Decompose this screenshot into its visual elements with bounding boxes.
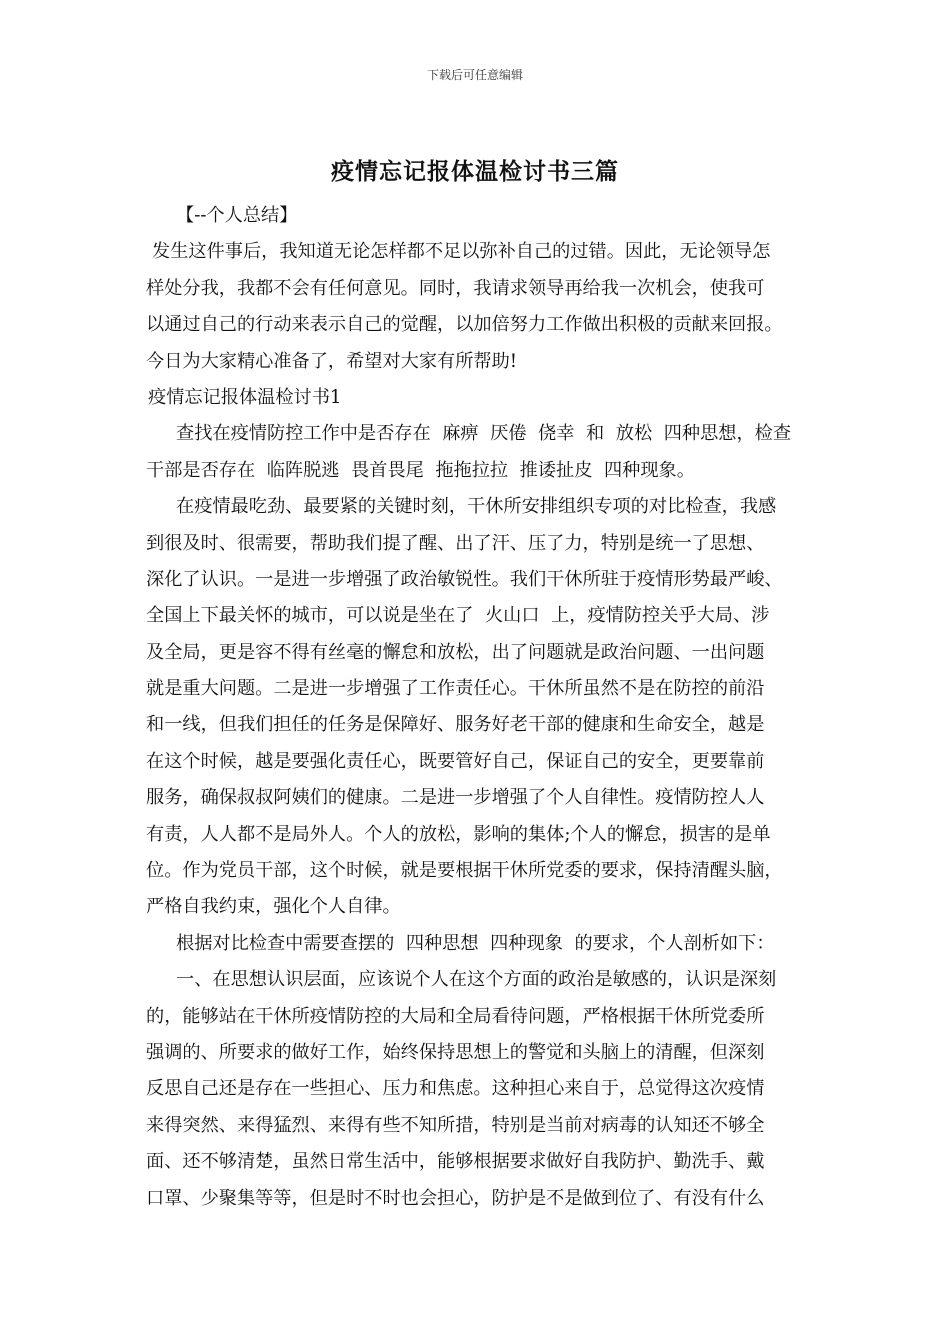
- paragraph-line: 和一线，但我们担任的任务是保障好、服务好老干部的健康和生命安全，越是: [146, 714, 765, 736]
- paragraph-line: 就是重大问题。二是进一步增强了工作责任心。干休所虽然不是在防控的前沿: [146, 678, 765, 700]
- paragraph-line: 的，能够站在干休所疫情防控的大局和全局看待问题，严格根据干休所党委所: [146, 1005, 765, 1027]
- paragraph-line: 来得突然、来得猛烈、来得有些不知所措，特别是当前对病毒的认知还不够全: [146, 1114, 765, 1136]
- paragraph-line: 服务，确保叔叔阿姨们的健康。二是进一步增强了个人自律性。疫情防控人人: [146, 787, 765, 809]
- paragraph-line: 口罩、少聚集等等，但是时不时也会担心，防护是不是做到位了、有没有什么: [146, 1187, 765, 1209]
- paragraph-line: 干部是否存在 临阵脱逃 畏首畏尾 拖拖拉拉 推诿扯皮 四种现象。: [146, 459, 695, 481]
- paragraph-line: 面、还不够清楚，虽然日常生活中，能够根据要求做好自我防护、勤洗手、戴: [146, 1151, 765, 1173]
- paragraph-line: 在这个时候，越是要强化责任心，既要管好自己，保证自己的安全，更要靠前: [146, 750, 765, 772]
- paragraph-line: 到很及时、很需要，帮助我们提了醒、出了汗、压了力，特别是统一了思想、: [146, 532, 765, 554]
- subsection-heading: 疫情忘记报体温检讨书1: [148, 386, 342, 408]
- paragraph-line: 严格自我约束，强化个人自律。: [146, 896, 401, 918]
- document-body: [146, 198, 818, 1217]
- paragraph-line: 根据对比检查中需要查摆的 四种思想 四种现象 的要求，个人剖析如下：: [176, 932, 775, 954]
- paragraph-line: 反思自己还是存在一些担心、压力和焦虑。这种担心来自于，总觉得这次疫情: [146, 1078, 765, 1100]
- paragraph-line: 有责，人人都不是局外人。个人的放松，影响的集体;个人的懈怠，损害的是单: [146, 823, 771, 845]
- paragraph-line: 查找在疫情防控工作中是否存在 麻痹 厌倦 侥幸 和 放松 四种思想，检查: [176, 423, 792, 445]
- paragraph-line: 深化了认识。一是进一步增强了政治敏锐性。我们干休所驻于疫情形势最严峻、: [146, 568, 783, 590]
- section-heading: 【--个人总结】: [176, 205, 298, 226]
- paragraph-line: 一、在思想认识层面，应该说个人在这个方面的政治是敏感的，认识是深刻: [176, 969, 777, 991]
- paragraph-line: 发生这件事后，我知道无论怎样都不足以弥补自己的过错。因此，无论领导怎: [152, 241, 771, 263]
- paragraph-line: 以通过自己的行动来表示自己的觉醒，以加倍努力工作做出积极的贡献来回报。: [146, 314, 783, 336]
- paragraph-line: 今日为大家精心准备了，希望对大家有所帮助!: [146, 350, 518, 372]
- paragraph-line: 强调的、所要求的做好工作，始终保持思想上的警觉和头脑上的清醒，但深刻: [146, 1041, 765, 1063]
- paragraph-line: 位。作为党员干部，这个时候，就是要根据干休所党委的要求，保持清醒头脑，: [146, 860, 783, 882]
- paragraph-line: 及全局，更是容不得有丝毫的懈怠和放松，出了问题就是政治问题、一出问题: [146, 641, 765, 663]
- header-note: 下载后可任意编辑: [426, 68, 523, 82]
- document-title: 疫情忘记报体温检讨书三篇: [331, 158, 619, 185]
- paragraph-line: 全国上下最关怀的城市，可以说是坐在了 火山口 上，疫情防控关乎大局、涉: [146, 605, 770, 627]
- paragraph-line: 在疫情最吃劲、最要紧的关键时刻，干休所安排组织专项的对比检查，我感: [176, 496, 777, 518]
- paragraph-line: 样处分我，我都不会有任何意见。同时，我请求领导再给我一次机会，使我可: [146, 277, 765, 299]
